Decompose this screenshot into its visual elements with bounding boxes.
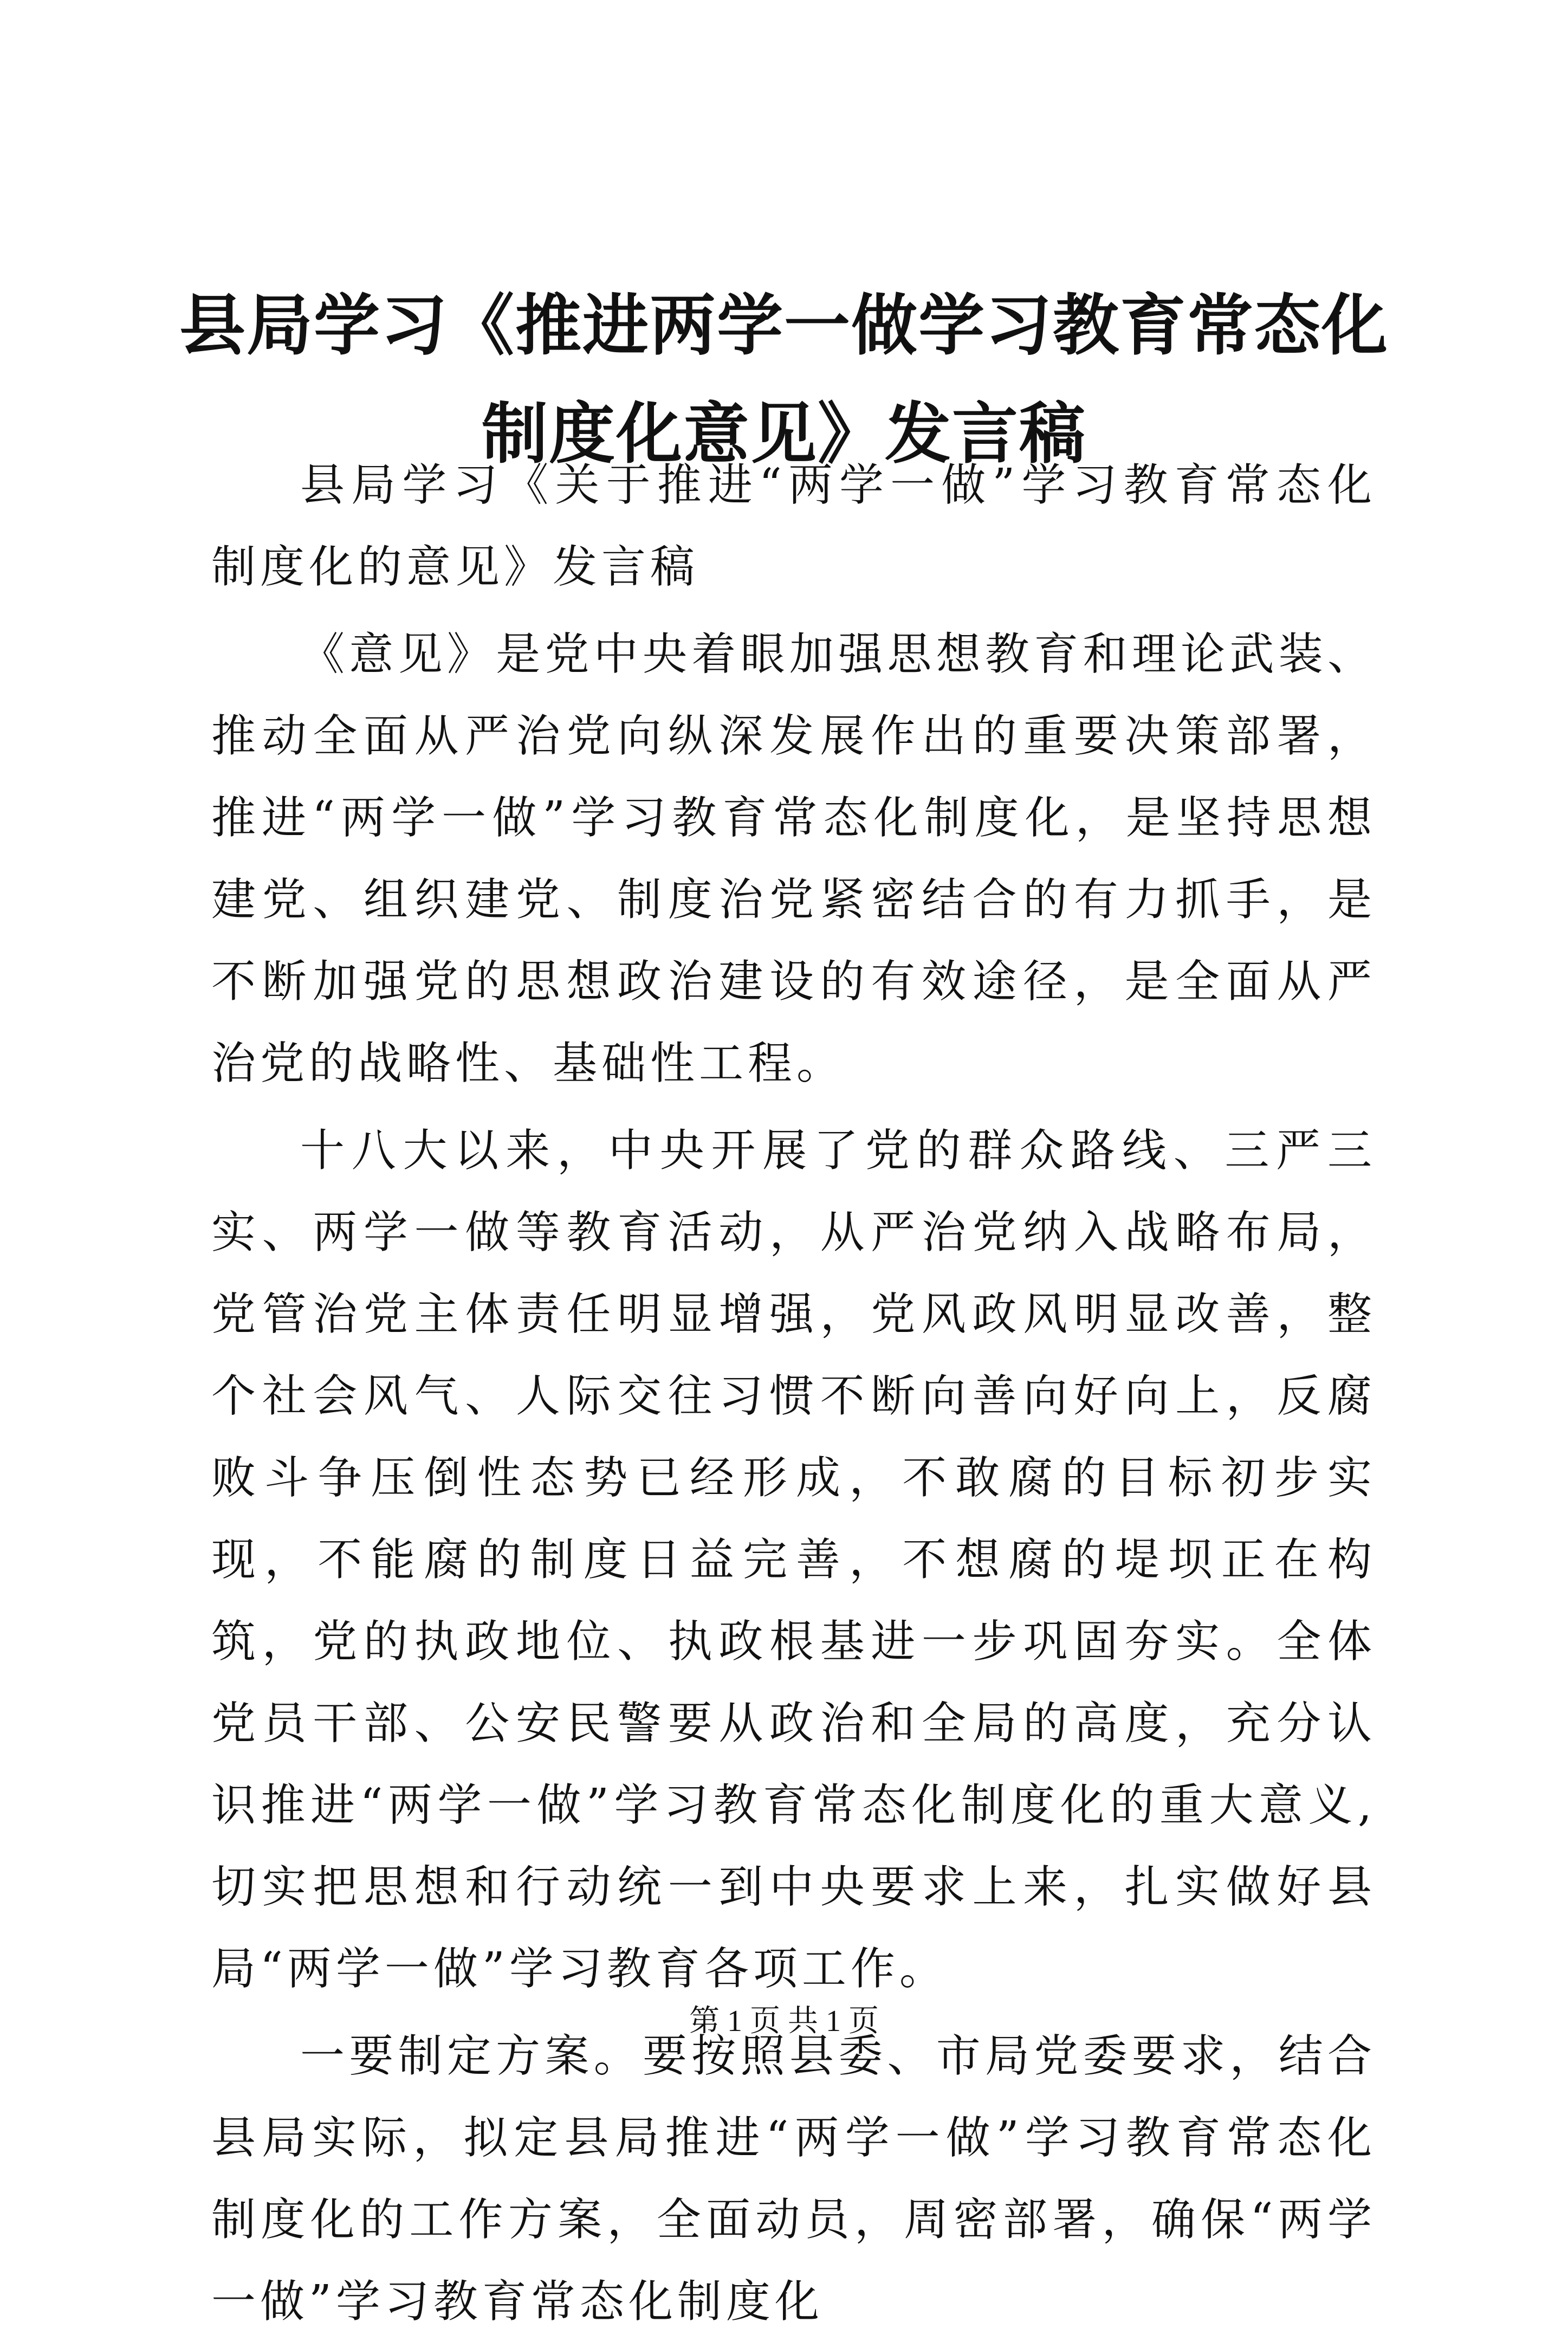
page-footer: 第 1 页 共 1 页 (689, 2004, 879, 2038)
paragraph-1: 《意见》是党中央着眼加强思想教育和理论武装、推动全面从严治党向纵深发展作出的重要决策部署，推进“两学一做”学习教育常态化制度化，是坚持思想建党、组织建党、制度治党紧密结合的有力抓手，是不断加强党的思想政治建设的有效途径，是全面从严治党的战略性、基础性工程。 (211, 629, 1376, 1089)
paragraph-3: 一要制定方案。要按照县委、市局党委要求，结合县局实际，拟定县局推进“两学一做”学习教育常态化制度化的工作方案，全面动员，周密部署，确保“两学一做”学习教育常态化制度化 (211, 2030, 1376, 2327)
document-title: 县局学习《推进两学一做学习教育常态化制度化意见》发言稿 (179, 286, 1389, 473)
paragraph-subtitle: 县局学习《关于推进“两学一做”学习教育常态化制度化的意见》发言稿 (211, 460, 1376, 593)
paragraph-2: 十八大以来，中央开展了党的群众路线、三严三实、两学一做等教育活动，从严治党纳入战略布局，党管治党主体责任明显增强，党风政风明显改善，整个社会风气、人际交往习惯不断向善向好向上，反腐败斗争压倒性态势已经形成，不敢腐的目标初步实现，不能腐的制度日益完善，不想腐的堤坝正在构筑，党的执政地位、执政根基进一步巩固夯实。全体党员干部、公安民警要从政治和全局的高度，充分认识推进“两学一做”学习教育常态化制度化的重大意义,切实把思想和行动统一到中央要求上来，扎实做好县局“两学一做”学习教育各项工作。 (211, 1125, 1376, 1995)
document-body (211, 444, 1376, 2348)
